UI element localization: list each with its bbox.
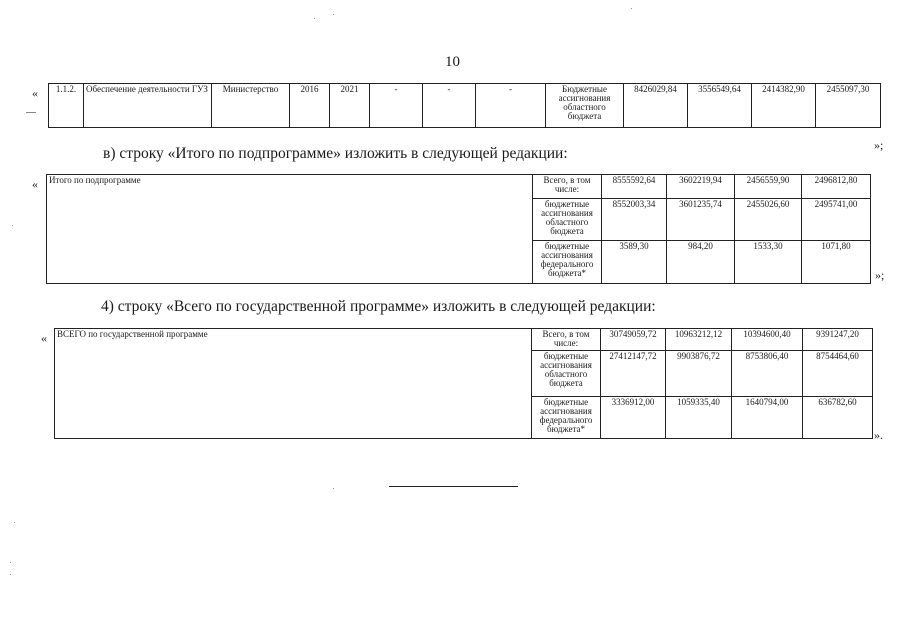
value-cell: 9903876,72 xyxy=(666,351,732,397)
close-quote: ». xyxy=(874,428,883,442)
dash-cell: - xyxy=(370,84,423,128)
open-quote: « xyxy=(32,86,38,100)
value-cell: 3336912,00 xyxy=(601,397,666,439)
section-heading: в) строку «Итого по подпрограмме» изложить в следующей редакции: xyxy=(103,145,568,162)
value-cell: 2455097,30 xyxy=(816,84,881,128)
program-item-table xyxy=(48,83,881,128)
row-label-cell: ВСЕГО по государственной программе xyxy=(55,329,532,439)
table-row xyxy=(47,175,871,199)
close-quote: »; xyxy=(874,138,884,152)
closing-divider xyxy=(389,486,518,487)
value-cell: 2455026,60 xyxy=(735,199,802,241)
dash-cell: - xyxy=(423,84,476,128)
item-number-cell: 1.1.2. xyxy=(49,84,84,128)
open-quote: « xyxy=(41,331,47,345)
value-cell: 30749059,72 xyxy=(601,329,666,351)
close-quote: »; xyxy=(875,268,885,282)
value-cell: 1640794,00 xyxy=(732,397,803,439)
year-end-cell: 2021 xyxy=(330,84,370,128)
value-cell: 3556549,64 xyxy=(688,84,752,128)
value-cell: 10963212,12 xyxy=(666,329,732,351)
state-program-total-table xyxy=(54,328,873,439)
dash-cell: - xyxy=(476,84,546,128)
funding-source-cell: бюджетные ассигнования областного бюджета xyxy=(533,199,602,241)
value-cell: 2414382,90 xyxy=(752,84,816,128)
value-cell: 1533,30 xyxy=(735,241,802,284)
scan-speck xyxy=(314,18,315,19)
table-row xyxy=(55,329,873,351)
value-cell: 2456559,90 xyxy=(735,175,802,199)
funding-source-cell: бюджетные ассигнования областного бюджета xyxy=(532,351,601,397)
value-cell: 984,20 xyxy=(667,241,735,284)
value-cell: 3589,30 xyxy=(602,241,667,284)
funding-source-cell: Всего, в том числе: xyxy=(532,329,601,351)
value-cell: 3601235,74 xyxy=(667,199,735,241)
value-cell: 27412147,72 xyxy=(601,351,666,397)
section-heading: 4) строку «Всего по государственной программе» изложить в следующей редакции: xyxy=(101,298,656,315)
scan-speck xyxy=(333,14,334,15)
margin-mark xyxy=(26,112,36,113)
value-cell: 8555592,64 xyxy=(602,175,667,199)
value-cell: 8754464,60 xyxy=(803,351,873,397)
funding-source-cell: бюджетные ассигнования федерального бюджета* xyxy=(532,397,601,439)
value-cell: 2495741,00 xyxy=(802,199,871,241)
value-cell: 8552003,34 xyxy=(602,199,667,241)
page-number: 10 xyxy=(445,54,460,70)
scan-speck xyxy=(10,574,11,575)
value-cell: 9391247,20 xyxy=(803,329,873,351)
value-cell: 8753806,40 xyxy=(732,351,803,397)
funding-source-cell: Бюджетные ассигнования областного бюджета xyxy=(546,84,624,128)
value-cell: 2496812,80 xyxy=(802,175,871,199)
value-cell: 3602219,94 xyxy=(667,175,735,199)
value-cell: 10394600,40 xyxy=(732,329,803,351)
scan-speck xyxy=(631,8,632,9)
table-row xyxy=(49,84,881,128)
year-start-cell: 2016 xyxy=(290,84,330,128)
subprogram-total-table xyxy=(46,174,871,284)
value-cell: 1071,80 xyxy=(802,241,871,284)
funding-source-cell: Всего, в том числе: xyxy=(533,175,602,199)
scan-speck xyxy=(10,562,11,563)
scan-speck xyxy=(12,225,13,226)
row-label-cell: Итого по подпрограмме xyxy=(47,175,533,284)
funding-source-cell: бюджетные ассигнования федерального бюджета* xyxy=(533,241,602,284)
value-cell: 1059335,40 xyxy=(666,397,732,439)
open-quote: « xyxy=(32,177,38,191)
executor-cell: Министерство xyxy=(212,84,290,128)
value-cell: 636782,60 xyxy=(803,397,873,439)
scan-speck xyxy=(14,522,15,523)
item-name-cell: Обеспечение деятельности ГУЗ xyxy=(84,84,212,128)
value-cell: 8426029,84 xyxy=(624,84,688,128)
scan-speck xyxy=(333,488,334,489)
